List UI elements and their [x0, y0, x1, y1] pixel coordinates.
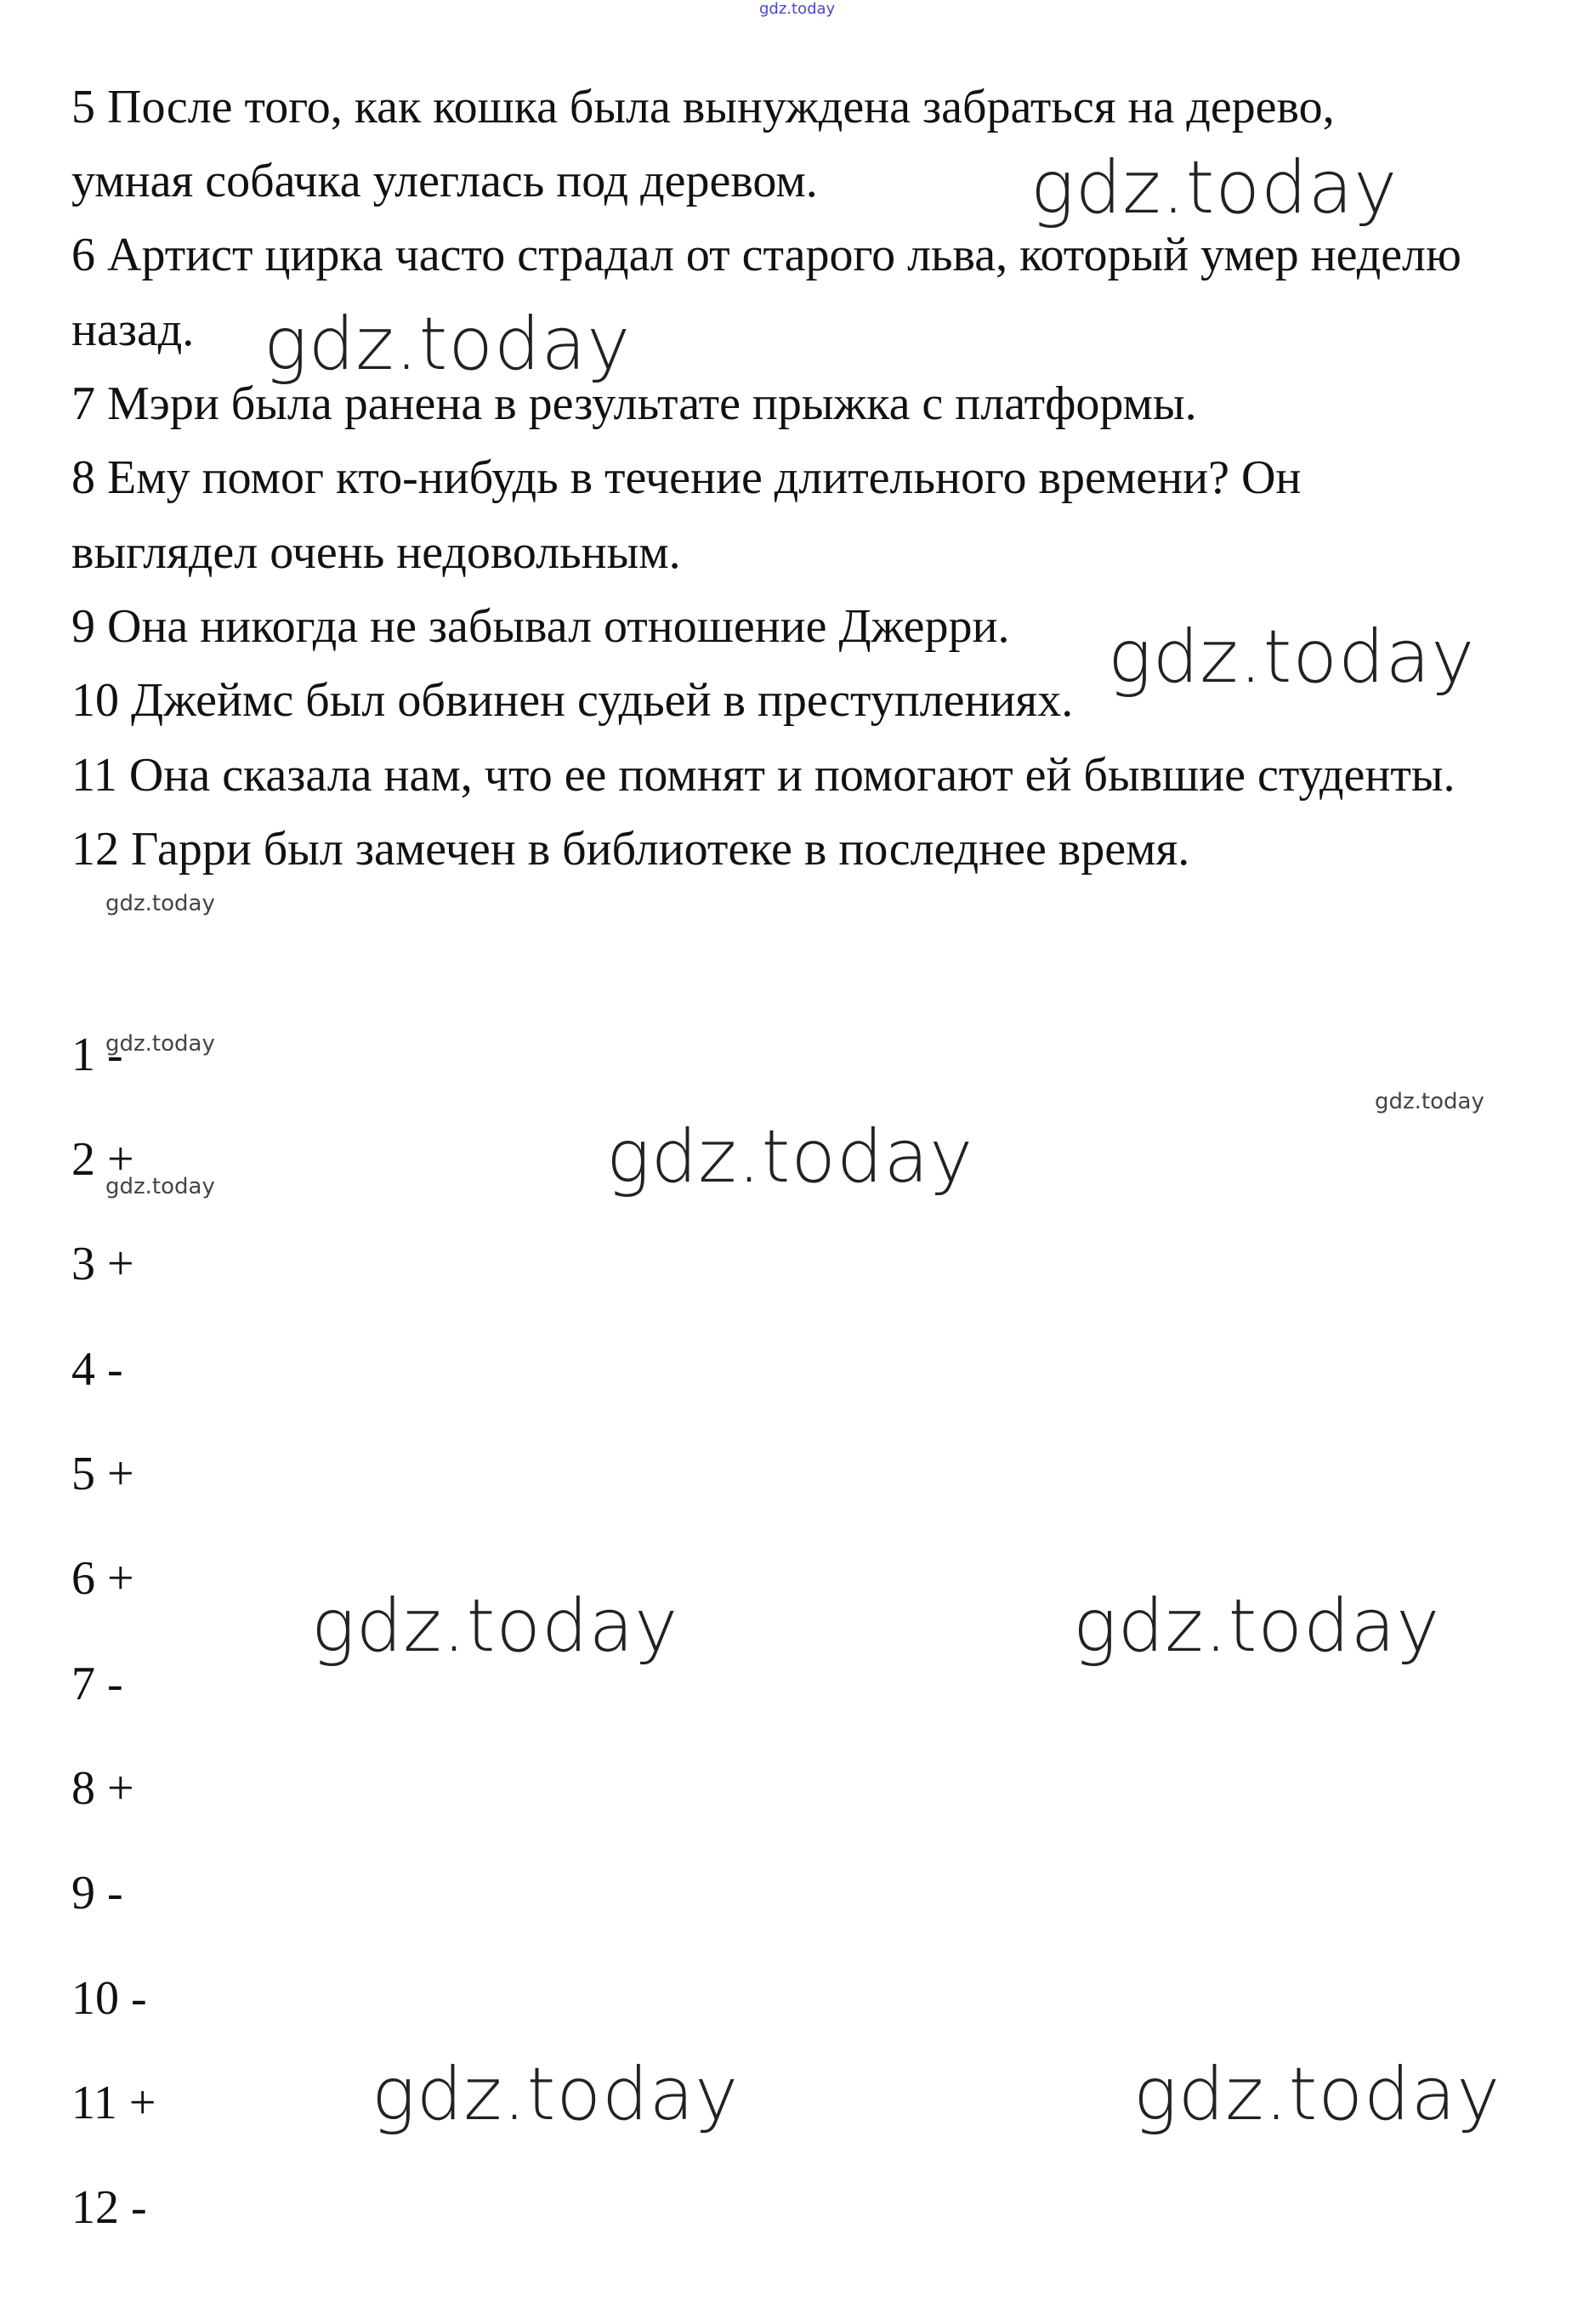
answer-4: 4 -: [71, 1343, 123, 1396]
watermark-small-1: gdz.today: [105, 891, 215, 916]
watermark-3: gdz.today: [1108, 615, 1476, 700]
answer-10: 10 -: [71, 1972, 147, 2025]
watermark-1: gdz.today: [1030, 145, 1399, 230]
watermark-top: gdz.today: [759, 0, 836, 18]
watermark-7: gdz.today: [372, 2052, 740, 2137]
answer-9: 9 -: [71, 1867, 123, 1919]
watermark-4: gdz.today: [606, 1114, 974, 1199]
answer-11: 11 +: [71, 2077, 156, 2129]
answer-1: 1 -: [71, 1029, 123, 1081]
sentence-line-11: 11 Она сказала нам, что ее помнят и помогают ей бывшие студенты.: [71, 749, 1456, 802]
watermark-small-3: gdz.today: [1375, 1089, 1484, 1114]
sentence-line-8a: 8 Ему помог кто-нибудь в течение длительного времени? Он: [71, 451, 1302, 504]
sentence-line-6b: назад.: [71, 303, 195, 356]
watermark-2: gdz.today: [264, 302, 632, 387]
sentence-line-8b: выглядел очень недовольным.: [71, 526, 681, 579]
watermark-5: gdz.today: [311, 1584, 679, 1669]
sentence-line-12: 12 Гарри был замечен в библиотеке в последнее время.: [71, 823, 1190, 876]
sentence-line-10: 10 Джеймс был обвинен судьей в преступлениях.: [71, 674, 1074, 727]
answer-6: 6 +: [71, 1552, 134, 1605]
sentence-line-5b: умная собачка улеглась под деревом.: [71, 155, 818, 207]
watermark-6: gdz.today: [1073, 1584, 1441, 1669]
answer-2: 2 +: [71, 1133, 134, 1186]
watermark-small-4: gdz.today: [105, 1174, 215, 1199]
sentence-line-9: 9 Она никогда не забывал отношение Джерри.: [71, 600, 1010, 653]
answer-3: 3 +: [71, 1238, 134, 1290]
sentence-line-7: 7 Мэри была ранена в результате прыжка с платформы.: [71, 377, 1197, 430]
answer-7: 7 -: [71, 1658, 123, 1710]
answer-5: 5 +: [71, 1448, 134, 1500]
watermark-small-2: gdz.today: [105, 1031, 215, 1057]
answer-12: 12 -: [71, 2181, 147, 2234]
watermark-8: gdz.today: [1133, 2052, 1501, 2137]
sentence-line-6a: 6 Артист цирка часто страдал от старого льва, который умер неделю: [71, 229, 1461, 281]
sentence-line-5a: 5 После того, как кошка была вынуждена забраться на дерево,: [71, 81, 1335, 133]
answer-8: 8 +: [71, 1762, 134, 1815]
